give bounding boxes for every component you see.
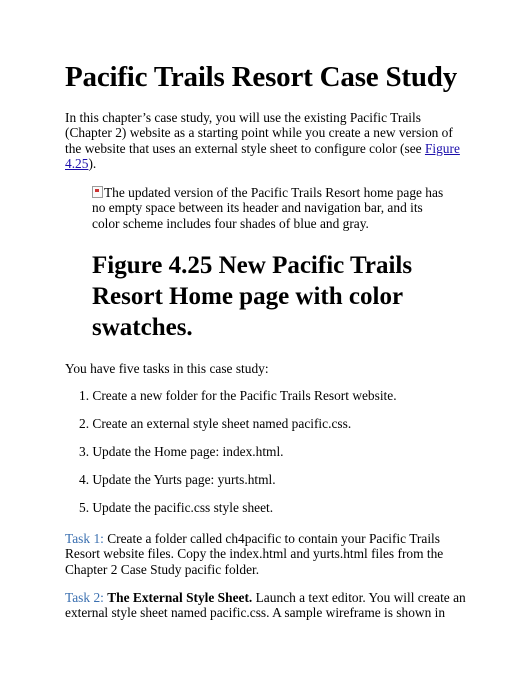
image-alt-text: The updated version of the Pacific Trails Resort home page has no empty space between its header and navigation bar, and its color scheme includes four shades of blue and gray. [92,185,444,231]
intro-text: In this chapter’s case study, you will use the existing Pacific Trails (Chapter 2) website as a starting point while you create a new version of the website that uses an external style sheet to configure color (see [65,110,453,156]
task1-text: Create a folder called ch4pacific to contain your Pacific Trails Resort website files. Copy the index.html and yurts.html files from the Chapter 2 Case Study pacific folder. [65,531,444,577]
task-list [65,388,470,528]
task2-heading: The External Style Sheet. [107,590,253,605]
task-list-item: 4. Update the Yurts page: yurts.html. [79,472,276,487]
tasks-intro: You have five tasks in this case study: [65,361,269,376]
intro-text-end: ). [88,155,97,171]
task1-label: Task 1: [65,531,104,546]
task2-text: Launch a text editor. You will create an external style sheet named pacific.css. A sample wireframe is shown in [65,590,466,621]
task2-paragraph [65,590,470,621]
broken-image-placeholder [92,185,452,231]
task-list-item: 2. Create an external style sheet named pacific.css. [79,416,352,431]
task2-label: Task 2: [65,590,104,605]
task-list-item: 5. Update the pacific.css style sheet. [79,500,274,515]
figure-caption: Figure 4.25 New Pacific Trails Resort Home page with color swatches. [92,252,413,341]
task-list-item: 3. Update the Home page: index.html. [79,444,284,459]
page-title: Pacific Trails Resort Case Study [65,61,458,93]
figure-link[interactable]: Figure 4.25 [65,140,460,171]
task1-paragraph [65,531,470,577]
task-list-item: 1. Create a new folder for the Pacific Trails Resort website. [79,388,397,403]
broken-image-icon [92,186,103,198]
intro-paragraph [65,110,470,171]
